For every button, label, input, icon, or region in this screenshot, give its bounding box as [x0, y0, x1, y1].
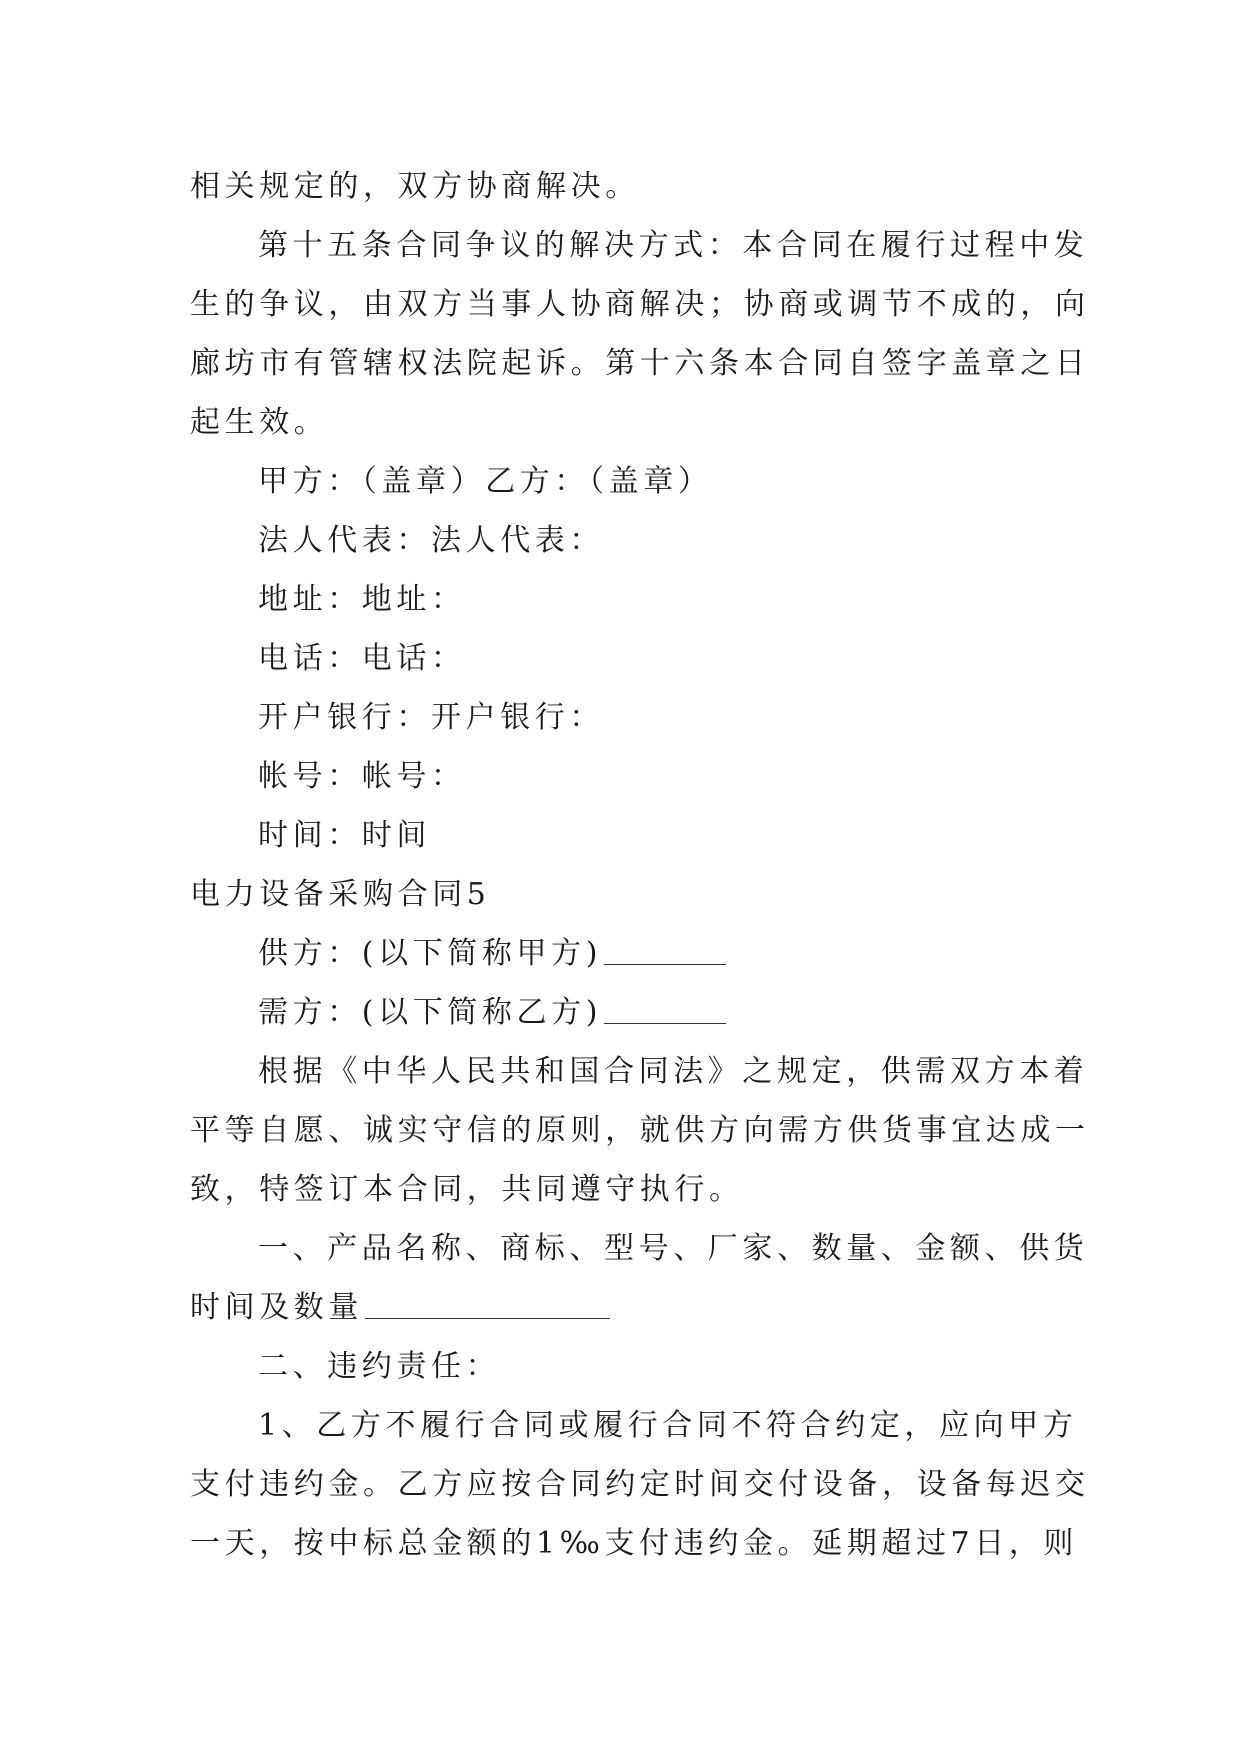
signature-bank-line: 开户银行：开户银行：: [258, 700, 604, 735]
paragraph-line: 根据《中华人民共和国合同法》之规定，供需双方本着: [258, 1054, 1089, 1089]
paragraph-line: 致，特签订本合同，共同遵守执行。: [190, 1172, 744, 1207]
paragraph-line: 廊坊市有管辖权法院起诉。第十六条本合同自签字盖章之日: [190, 346, 1090, 381]
paragraph-line: 平等自愿、诚实守信的原则，就供方向需方供货事宜达成一: [190, 1113, 1090, 1148]
paragraph-line: 相关规定的，双方协商解决。: [190, 169, 640, 204]
item1-line: [190, 1278, 1060, 1337]
document-body: [190, 157, 1090, 1573]
signature-account-line: 帐号：帐号：: [258, 759, 466, 794]
signature-time-line: 时间：时间: [258, 818, 431, 853]
signature-address-line: 地址：地址：: [258, 582, 466, 617]
item1-line: 一、产品名称、商标、型号、厂家、数量、金额、供货: [258, 1231, 1089, 1266]
buyer-line: [190, 983, 1060, 1042]
item1-label: 时间及数量: [190, 1290, 363, 1325]
supplier-label: 供方：(以下简称甲方): [258, 936, 603, 971]
paragraph-line: 1、乙方不履行合同或履行合同不符合约定，应向甲方: [258, 1408, 1078, 1443]
paragraph-line: 支付违约金。乙方应按合同约定时间交付设备，设备每迟交: [190, 1467, 1090, 1502]
contract-title: 电力设备采购合同5: [190, 877, 491, 912]
signature-phone-line: 电话：电话：: [258, 641, 466, 676]
supplier-blank: [604, 936, 726, 965]
buyer-blank: [604, 995, 726, 1024]
signature-representative-line: 法人代表：法人代表：: [258, 523, 604, 558]
buyer-label: 需方：(以下简称乙方): [258, 995, 603, 1030]
paragraph-line: 起生效。: [190, 405, 329, 440]
supplier-line: [190, 924, 1060, 983]
item1-blank: [365, 1290, 610, 1319]
paragraph-line: 一天，按中标总金额的1‰支付违约金。延期超过7日，则: [190, 1526, 1079, 1561]
paragraph-line: 生的争议，由双方当事人协商解决；协商或调节不成的，向: [190, 287, 1090, 322]
item2-heading: 二、违约责任：: [258, 1349, 501, 1384]
signature-seal-line: 甲方：（盖章）乙方：（盖章）: [258, 464, 713, 499]
paragraph-line: 第十五条合同争议的解决方式：本合同在履行过程中发: [258, 228, 1089, 263]
